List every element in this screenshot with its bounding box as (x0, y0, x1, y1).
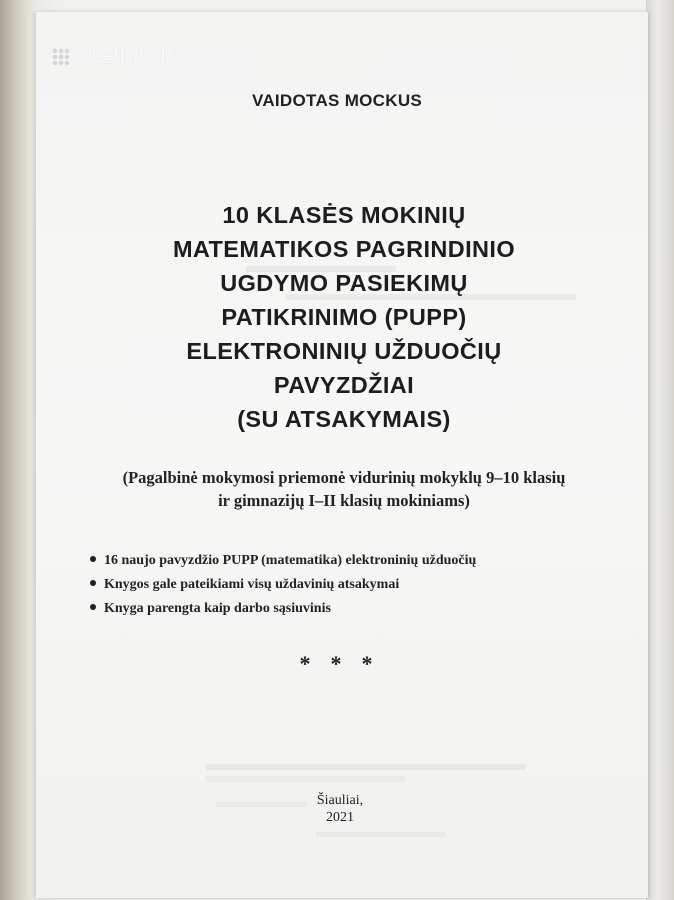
publication-place: Šiauliai, (316, 793, 364, 808)
section-divider-stars (0, 651, 674, 677)
show-through-text (206, 764, 526, 770)
title-line: (SU ATSAKYMAIS) (237, 406, 451, 432)
publication-year: 2021 (326, 810, 354, 825)
page-stack-edge (646, 0, 674, 900)
title-line: MATEMATIKOS PAGRINDINIO (172, 236, 516, 262)
bullet-icon (90, 580, 96, 586)
subtitle-line: (Pagalbinė mokymosi priemonė vidurinių mokyklų 9–10 klasių (122, 468, 566, 487)
bullet-icon (90, 556, 96, 562)
title-line: PAVYZDŽIAI (273, 372, 415, 398)
feature-list-item (90, 549, 476, 573)
feature-text: Knyga parengta kaip darbo sąsiuvinis (104, 601, 331, 616)
book-title (118, 198, 570, 436)
show-through-text (316, 832, 446, 837)
feature-list-item (90, 573, 476, 597)
title-line: PATIKRINIMO (PUPP) (221, 304, 467, 330)
star-mark: * (330, 651, 344, 676)
feature-list (90, 549, 476, 621)
author-name: VAIDOTAS MOCKUS (251, 91, 423, 110)
book-spine-edge (0, 0, 40, 900)
feature-list-item (90, 597, 476, 621)
watermark-logo (52, 44, 175, 68)
book-subtitle (74, 466, 614, 512)
title-line: ELEKTRONINIŲ UŽDUOČIŲ (186, 338, 502, 364)
subtitle-line: ir gimnazijų I–II klasių mokiniams) (218, 491, 470, 510)
watermark-text: skelbiu.lt (76, 44, 176, 68)
feature-text: 16 naujo pavyzdžio PUPP (matematika) elektroninių užduočių (104, 553, 477, 568)
star-mark: * (299, 651, 313, 676)
star-mark: * (361, 651, 375, 676)
bullet-icon (90, 604, 96, 610)
publication-info (280, 792, 400, 826)
watermark-dots-icon (52, 48, 70, 66)
feature-text: Knygos gale pateikiami visų uždavinių atsakymai (104, 577, 400, 592)
title-line: 10 KLASĖS MOKINIŲ (222, 202, 466, 228)
show-through-text (206, 776, 406, 782)
title-page (36, 12, 648, 898)
title-line: UGDYMO PASIEKIMŲ (220, 270, 468, 296)
